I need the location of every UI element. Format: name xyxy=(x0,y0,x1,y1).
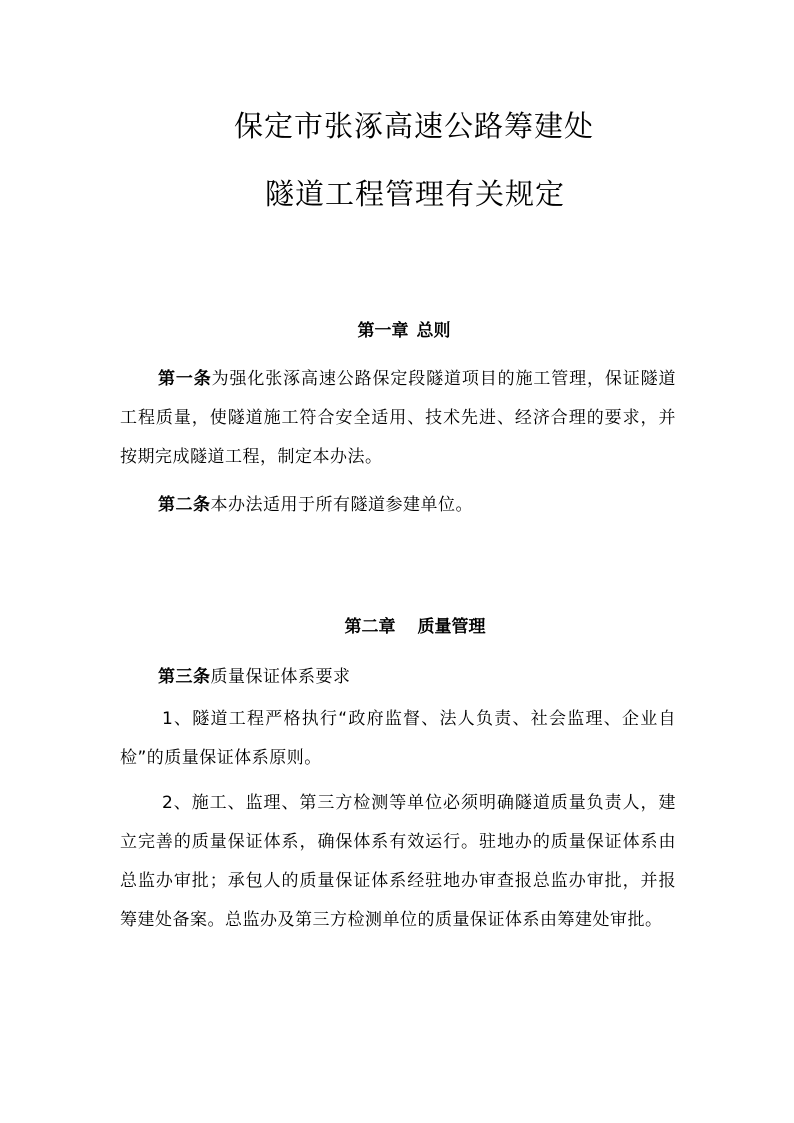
article-1-lead: 第一条 xyxy=(158,369,212,389)
article-1-text: 为强化张涿高速公路保定段隧道项目的施工管理，保证隧道工程质量，使隧道施工符合安全适用、技术先进、经济合理的要求，并按期完成隧道工程，制定本办法。 xyxy=(120,369,676,467)
article-2-lead: 第二条 xyxy=(158,495,211,515)
article-1 xyxy=(120,360,676,477)
chapter-2-name: 质量管理 xyxy=(417,617,486,637)
item-2: 2、施工、监理、第三方检测等单位必须明确隧道质量负责人，建立完善的质量保证体系，确保体系有效运行。驻地办的质量保证体系由总监办审批；承包人的质量保证体系经驻地办审查报总监办审批，并报筹建处备案。总监办及第三方检测单位的质量保证体系由筹建处审批。 xyxy=(120,793,676,930)
chapter-1-label: 第一章 xyxy=(357,321,409,341)
chapter-2-label: 第二章 xyxy=(344,617,396,637)
article-2-text: 本办法适用于所有隧道参建单位。 xyxy=(210,495,473,515)
article-3-text: 质量保证体系要求 xyxy=(210,667,351,687)
chapter-1-name: 总则 xyxy=(416,321,451,341)
article-3-lead: 第三条 xyxy=(158,667,211,687)
item-1: 1、隧道工程严格执行“政府监督、法人负责、社会监理、企业自检”的质量保证体系原则。 xyxy=(120,709,676,768)
document-title-line2: 隧道工程管理有关规定 xyxy=(264,177,565,211)
article-2 xyxy=(120,486,676,525)
article-3 xyxy=(120,658,676,697)
chapter-1-heading xyxy=(0,316,794,341)
chapter-2-heading xyxy=(0,612,794,637)
document-title-line1: 保定市张涿高速公路筹建处 xyxy=(233,109,594,143)
